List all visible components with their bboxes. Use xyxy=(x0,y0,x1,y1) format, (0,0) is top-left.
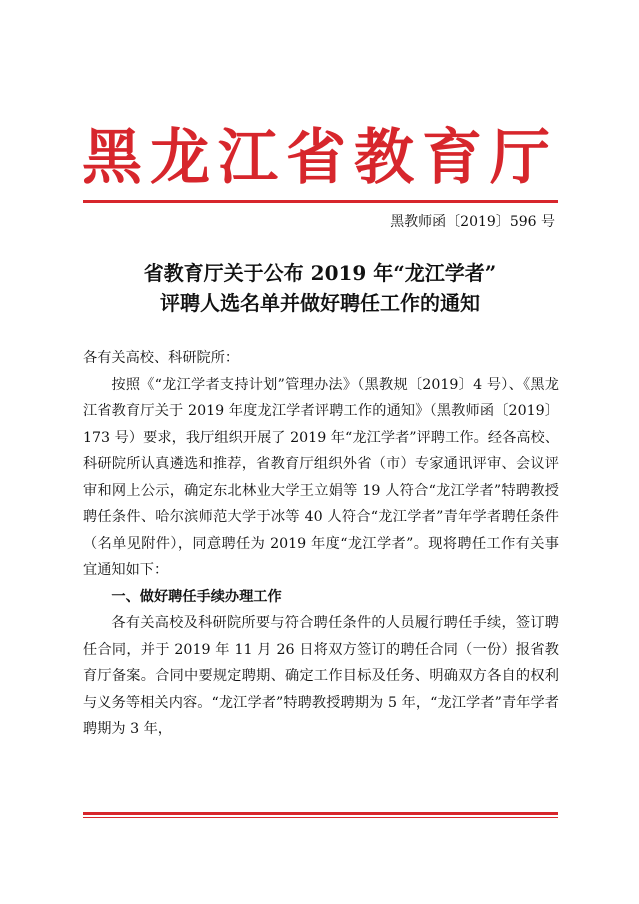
document-title-line-2: 评聘人选名单并做好聘任工作的通知 xyxy=(160,291,480,315)
masthead-red-rule xyxy=(83,200,558,203)
paragraph-1: 按照《“龙江学者支持计划”管理办法》（黑教规〔2019〕4 号）、《黑龙江省教育厅关于 2019 年度龙江学者评聘工作的通知》（黑教师函〔2019〕173 号）要求，我厅组织开展了 2019 年“龙江学者”评聘工作。经各高校、科研院所认真遴选和推荐，省教育厅组织外省（市）专家通讯评审、会议评审和网上公示，确定东北林业大学王立娟等 19 人符合“龙江学者”特聘教授聘任条件、哈尔滨师范大学于冰等 40 人符合“龙江学者”青年学者聘任条件（名单见附件），同意聘任为 2019 年度“龙江学者”。现将聘任工作有关事宜通知如下： xyxy=(83,376,559,578)
footer-rule-thin xyxy=(83,817,558,818)
paragraph-2: 各有关高校及科研院所要与符合聘任条件的人员履行聘任手续，签订聘任合同，并于 2019 年 11 月 26 日将双方签订的聘任合同（一份）报省教育厅备案。合同中要规定聘期、确定工作目标及任务、明确双方各自的权利与义务等相关内容。“龙江学者”特聘教授聘期为 5 年，“龙江学者”青年学者聘期为 3 年， xyxy=(83,615,559,737)
document-number: 黑教师函〔2019〕596 号 xyxy=(390,214,555,230)
document-body xyxy=(83,345,559,743)
section-1-heading: 一、做好聘任手续办理工作 xyxy=(111,588,282,605)
footer-rule-thick xyxy=(83,812,558,815)
document-title-line-1: 省教育厅关于公布 2019 年“龙江学者” xyxy=(143,261,497,285)
footer-red-rule xyxy=(83,812,558,818)
salutation: 各有关高校、科研院所： xyxy=(83,350,240,366)
masthead-title: 黑龙江省教育厅 xyxy=(82,123,558,193)
